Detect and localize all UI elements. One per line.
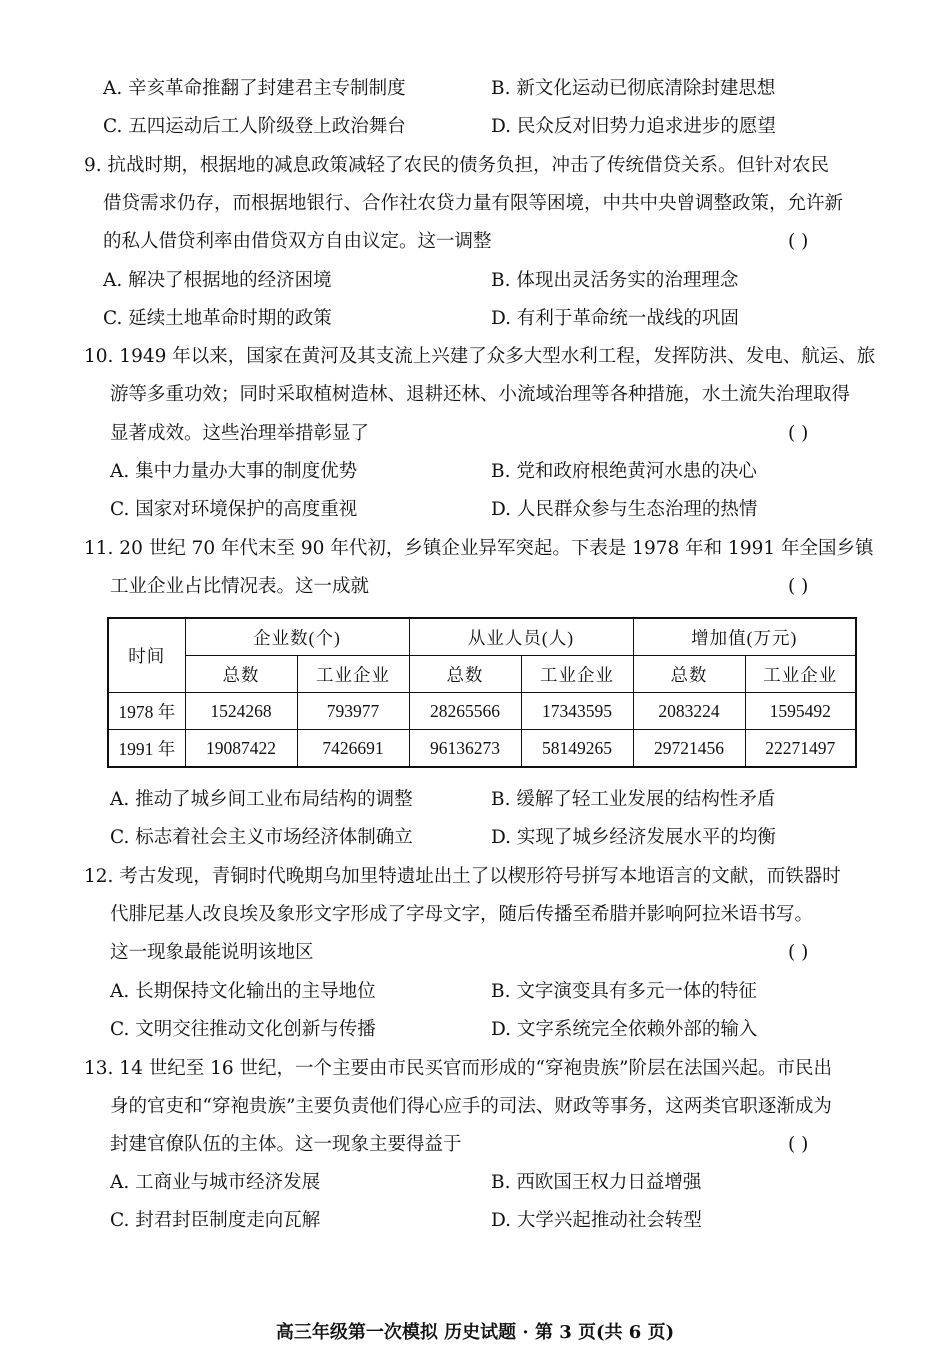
q11-line-1: 11. 20 世纪 70 年代末至 90 年代初，乡镇企业异军突起。下表是 1978 年和 1991 年全国乡镇 <box>84 538 874 559</box>
table-header-added-value: 增加值(万元) <box>633 618 856 656</box>
q12-line-1: 12. 考古发现，青铜时代晚期乌加里特遗址出土了以楔形符号拼写本地语言的文献，而铁器时 <box>84 866 841 887</box>
table-cell: 7426691 <box>297 730 409 768</box>
table-cell: 96136273 <box>409 730 521 768</box>
q13-option-d: D. 大学兴起推动社会转型 <box>491 1210 702 1231</box>
q13-option-b: B. 西欧国王权力日益增强 <box>491 1172 702 1193</box>
table-cell: 1524268 <box>185 693 297 730</box>
table-subheader: 工业企业 <box>745 656 856 693</box>
q11-answer-paren: ( ) <box>788 576 809 597</box>
township-enterprise-table <box>107 617 857 768</box>
q12-option-c: C. 文明交往推动文化创新与传播 <box>110 1019 376 1040</box>
q12-line-3: 这一现象最能说明该地区 <box>110 942 314 963</box>
table-cell: 28265566 <box>409 693 521 730</box>
table-cell: 793977 <box>297 693 409 730</box>
table-subheader: 总数 <box>409 656 521 693</box>
table-row <box>108 693 856 730</box>
table-header-employees: 从业人员(人) <box>409 618 633 656</box>
q11-option-d: D. 实现了城乡经济发展水平的均衡 <box>491 827 776 848</box>
q12-option-b: B. 文字演变具有多元一体的特征 <box>491 981 757 1002</box>
q10-option-d: D. 人民群众参与生态治理的热情 <box>491 499 758 520</box>
table-subheader: 工业企业 <box>521 656 633 693</box>
table-cell: 2083224 <box>633 693 745 730</box>
q13-line-2: 身的官吏和“穿袍贵族”主要负责他们得心应手的司法、财政等事务，这两类官职逐渐成为 <box>110 1096 832 1117</box>
q11-option-b: B. 缓解了轻工业发展的结构性矛盾 <box>491 789 776 810</box>
table-subheader: 总数 <box>633 656 745 693</box>
q13-option-a: A. 工商业与城市经济发展 <box>110 1172 321 1193</box>
q12-answer-paren: ( ) <box>788 942 809 963</box>
q8-option-a: A. 辛亥革命推翻了封建君主专制制度 <box>103 78 406 99</box>
q11-line-2: 工业企业占比情况表。这一成就 <box>110 576 370 597</box>
table-cell: 29721456 <box>633 730 745 768</box>
q10-line-3: 显著成效。这些治理举措彰显了 <box>110 423 370 444</box>
q9-line-2: 借贷需求仍存，而根据地银行、合作社农贷力量有限等困境，中共中央曾调整政策，允许新 <box>103 193 844 214</box>
table-cell: 22271497 <box>745 730 856 768</box>
q10-option-c: C. 国家对环境保护的高度重视 <box>110 499 358 520</box>
q8-option-b: B. 新文化运动已彻底清除封建思想 <box>491 78 776 99</box>
page-footer: 高三年级第一次模拟 历史试题 · 第 3 页(共 6 页) <box>275 1322 675 1343</box>
q10-option-a: A. 集中力量办大事的制度优势 <box>110 461 358 482</box>
q11-option-a: A. 推动了城乡间工业布局结构的调整 <box>110 789 413 810</box>
q13-line-3: 封建官僚队伍的主体。这一现象主要得益于 <box>110 1134 462 1155</box>
q9-answer-paren: ( ) <box>788 231 809 252</box>
table-cell: 1595492 <box>745 693 856 730</box>
q9-option-a: A. 解决了根据地的经济困境 <box>103 270 332 291</box>
q9-option-d: D. 有利于革命统一战线的巩固 <box>491 308 739 329</box>
table-cell-year: 1978 年 <box>108 693 185 730</box>
q9-option-c: C. 延续土地革命时期的政策 <box>103 308 332 329</box>
table-subheader: 总数 <box>185 656 297 693</box>
q9-line-1: 9. 抗战时期，根据地的减息政策减轻了农民的债务负担，冲击了传统借贷关系。但针对农民 <box>84 155 830 176</box>
q13-answer-paren: ( ) <box>788 1134 809 1155</box>
q8-option-d: D. 民众反对旧势力追求进步的愿望 <box>491 116 776 137</box>
table-subheader: 工业企业 <box>297 656 409 693</box>
q8-option-c: C. 五四运动后工人阶级登上政治舞台 <box>103 116 406 137</box>
q12-option-d: D. 文字系统完全依赖外部的输入 <box>491 1019 758 1040</box>
q13-line-1: 13. 14 世纪至 16 世纪，一个主要由市民买官而形成的“穿袍贵族”阶层在法国兴起。市民出 <box>84 1058 832 1079</box>
table-cell: 19087422 <box>185 730 297 768</box>
table-cell: 58149265 <box>521 730 633 768</box>
table-row <box>108 730 856 768</box>
q12-option-a: A. 长期保持文化输出的主导地位 <box>110 981 376 1002</box>
q9-line-3: 的私人借贷利率由借贷双方自由议定。这一调整 <box>103 231 492 252</box>
table-cell-year: 1991 年 <box>108 730 185 768</box>
q13-option-c: C. 封君封臣制度走向瓦解 <box>110 1210 321 1231</box>
q10-line-2: 游等多重功效；同时采取植树造林、退耕还林、小流域治理等各种措施，水土流失治理取得 <box>110 384 851 405</box>
table-header-enterprises: 企业数(个) <box>185 618 409 656</box>
table-header-time: 时间 <box>108 618 185 693</box>
q10-answer-paren: ( ) <box>788 423 809 444</box>
q10-option-b: B. 党和政府根绝黄河水患的决心 <box>491 461 757 482</box>
q9-option-b: B. 体现出灵活务实的治理理念 <box>491 270 739 291</box>
q10-line-1: 10. 1949 年以来，国家在黄河及其支流上兴建了众多大型水利工程，发挥防洪、发电、航运、旅 <box>84 346 876 367</box>
q12-line-2: 代腓尼基人改良埃及象形文字形成了字母文字，随后传播至希腊并影响阿拉米语书写。 <box>110 904 814 925</box>
table-cell: 17343595 <box>521 693 633 730</box>
q11-option-c: C. 标志着社会主义市场经济体制确立 <box>110 827 413 848</box>
